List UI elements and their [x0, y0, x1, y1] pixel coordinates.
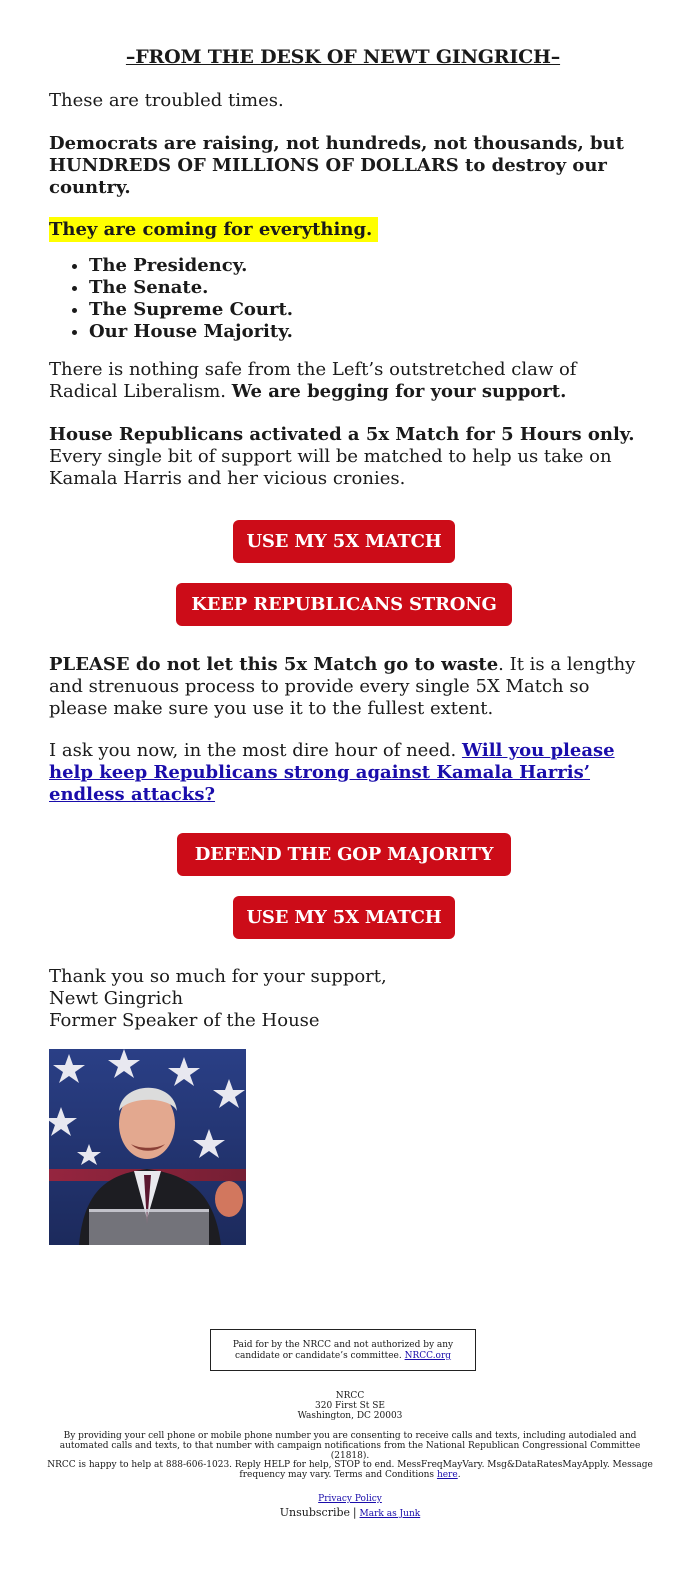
consent-text: By providing your cell phone or mobile phone number you are consenting to receive calls and texts, including autodialed and automated calls and texts, to that number with campaign notifications from the National Republican Congressional Committee (21818). — [59, 1431, 641, 1461]
mark-as-junk-link[interactable]: Mark as Junk — [359, 1509, 421, 1519]
signoff-name: Newt Gingrich — [49, 988, 184, 1009]
address-block — [40, 1391, 660, 1421]
list-item: • The Supreme Court. — [89, 299, 293, 321]
privacy-policy-link[interactable]: Privacy Policy — [318, 1494, 382, 1504]
signoff-role: Former Speaker of the House — [49, 1010, 320, 1031]
privacy-row — [40, 1494, 660, 1504]
signoff — [49, 966, 639, 1032]
help-link[interactable]: Will you please help keep Republicans strong against Kamala Harris’ endless attacks? — [49, 740, 615, 805]
use-match-button-2[interactable]: USE MY 5X MATCH — [233, 896, 455, 939]
targets-list — [49, 255, 293, 343]
list-item: • Our House Majority. — [89, 321, 293, 343]
desk-title: –FROM THE DESK OF NEWT GINGRICH– — [125, 46, 561, 68]
speaker-photo — [49, 1049, 246, 1245]
terms-link[interactable]: here — [436, 1470, 458, 1480]
match-text: Every single bit of support will be matched to help us take on Kamala Harris and her vicious cronies. — [49, 446, 612, 489]
match-headline: House Republicans activated a 5x Match for 5 Hours only. — [49, 424, 635, 445]
signoff-thanks: Thank you so much for your support, — [49, 966, 387, 987]
use-match-button[interactable]: USE MY 5X MATCH — [233, 520, 455, 563]
begging-text: We are begging for your support. — [231, 381, 567, 402]
waste-headline: PLEASE do not let this 5x Match go to waste — [49, 654, 499, 675]
warning-paragraph: Democrats are raising, not hundreds, not thousands, but HUNDREDS OF MILLIONS OF DOLLARS to destroy our country. — [49, 133, 624, 198]
waste-paragraph — [49, 654, 639, 720]
nrcc-link[interactable]: NRCC.org — [404, 1351, 452, 1361]
waste-text: . It is a lengthy and strenuous process to provide every single 5X Match so please make sure you use it to the fullest extent. — [49, 654, 636, 719]
paid-for-text: Paid for by the NRCC and not authorized by any candidate or candidate’s committee. — [232, 1340, 454, 1361]
intro-line: These are troubled times. — [49, 90, 284, 111]
separator: | — [352, 1506, 357, 1519]
left-paragraph — [49, 359, 639, 403]
ask-paragraph — [49, 740, 639, 806]
unsubscribe-link[interactable]: Unsubscribe — [279, 1506, 351, 1519]
help-text: NRCC is happy to help at 888-606-1023. Reply HELP for help, STOP to end. MessFreqMayVary. Msg&DataRatesMayApply. Message frequency may vary. Terms and Conditions — [47, 1460, 653, 1480]
help-text-block: NRCC is happy to help at 888-606-1023. Reply HELP for help, STOP to end. MessFreqMayVary. Msg&DataRatesMayApply. Message frequency may vary. Terms and Conditions here. — [47, 1460, 653, 1480]
left-text: There is nothing safe from the Left’s outstretched claw of Radical Liberalism. — [49, 359, 577, 402]
match-paragraph — [49, 424, 639, 490]
org-name: NRCC — [335, 1391, 365, 1401]
street-address: 320 First St SE — [315, 1401, 385, 1411]
list-item: • The Senate. — [89, 277, 293, 299]
defend-gop-majority-button[interactable]: DEFEND THE GOP MAJORITY — [177, 833, 511, 876]
unsubscribe-row — [40, 1506, 660, 1521]
ask-text: I ask you now, in the most dire hour of need. — [49, 740, 457, 761]
keep-republicans-strong-button[interactable]: KEEP REPUBLICANS STRONG — [176, 583, 512, 626]
highlight-text: They are coming for everything. — [49, 217, 378, 242]
city-address: Washington, DC 20003 — [297, 1411, 403, 1421]
paid-for-disclaimer — [210, 1329, 476, 1371]
highlight-line — [49, 219, 639, 241]
list-item: • The Presidency. — [89, 255, 293, 277]
